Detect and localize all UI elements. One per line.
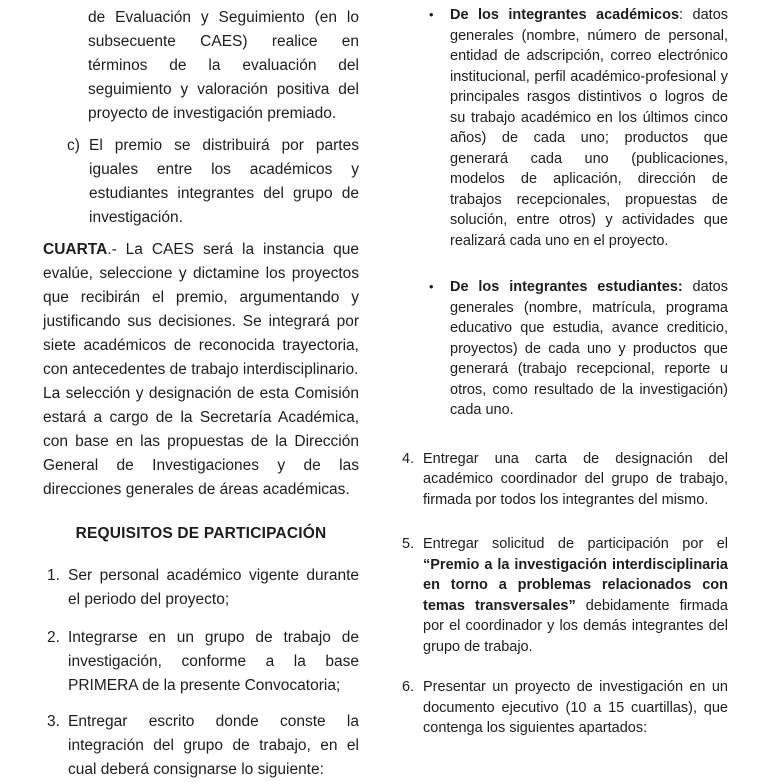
list-item-1 [43,564,359,612]
list-item-5-marker: 5. [402,536,415,552]
list-item-5-pre: Entregar solicitud de participación por el [423,536,728,552]
section-heading: REQUISITOS DE PARTICIPACIÓN [75,525,327,542]
clause-cuarta [43,238,359,382]
continued-paragraph [43,6,359,126]
list-item-1-marker: 1. [47,567,60,584]
list-item-5 [402,534,728,657]
list-item-c-marker: c) [67,137,80,154]
bullet-item-academicos-body: : datos generales (nombre, número de personal, entidad de adscripción, correo electrónico institucional, perfil académico-profesional y principales rasgos distintivos o logros de su trabajo académico en los últimos cinco años) de cada uno; productos que generará cada uno (publicaciones, modelos de aplicación, dirección de trabajos recepcionales, propuestas de solución, entre otros) y actividades que realizará cada uno en el proyecto. [450,7,729,249]
list-item-2-text: Integrarse en un grupo de trabajo de investigación, conforme a la base PRIMERA de la presente Convocatoria; [68,629,359,694]
bullet-item-estudiantes-body: datos generales (nombre, matrícula, programa educativo que estudia, avance crediticio, proyectos) de cada uno y productos que generará (trabajo recepcional, reporte u otros, como resultado de la investigación) cada uno. [450,279,728,418]
list-item-2 [43,626,359,698]
list-item-5-award-title: “Premio a la investigación interdisciplinaria en torno a problemas relacionados con temas transversales” [423,556,728,614]
list-item-1-text: Ser personal académico vigente durante el periodo del proyecto; [68,567,359,608]
bullet-item-estudiantes [429,277,728,421]
bullet-item-academicos-lead: De los integrantes académicos [450,7,680,23]
right-column [402,5,728,739]
list-item-c [43,134,359,230]
clause-cuarta-lead: CUARTA [43,241,108,258]
list-item-5-post: debidamente firmada por el coordinador y los demás integrantes del grupo de trabajo. [423,597,728,655]
bullet-icon: • [429,7,434,22]
list-item-5-text [423,534,728,657]
selection-paragraph-text: La selección y designación de esta Comisión estará a cargo de la Secretaría Académica, con base en las propuestas de la Dirección General de Investigaciones y de las direcciones generales de áreas académicas. [43,385,359,498]
list-item-6-text: Presentar un proyecto de investigación en un documento ejecutivo (10 a 15 cuartillas), que contenga los siguientes apartados: [423,679,728,736]
bullet-item-estudiantes-lead: De los integrantes estudiantes: [450,279,683,295]
list-item-c-text: El premio se distribuirá por partes iguales entre los académicos y estudiantes integrantes del grupo de investigación. [89,137,359,226]
list-item-6-marker: 6. [402,679,415,695]
list-item-3-text: Entregar escrito donde conste la integración del grupo de trabajo, en el cual deberá consignarse lo siguiente: [68,713,359,778]
continued-paragraph-text: de Evaluación y Seguimiento (en lo subsecuente CAES) realice en términos de la evaluación del seguimiento y valoración positiva del proyecto de investigación premiado. [88,9,359,122]
list-item-3-marker: 3. [47,713,60,730]
list-item-2-marker: 2. [47,629,60,646]
selection-paragraph [43,382,359,502]
list-item-3 [43,710,359,782]
bullet-item-estudiantes-text [450,277,728,421]
list-item-4-marker: 4. [402,450,415,467]
left-column [43,6,359,782]
bullet-item-academicos-text [450,5,728,251]
clause-cuarta-text: .- La CAES será la instancia que evalúe, seleccione y dictamine los proyectos que recibirán el premio, argumentando y justificando sus decisiones. Se integrará por siete académicos de reconocida trayectoria, con antecedentes de trabajo interdisciplinario. [43,241,359,378]
list-item-4-text: Entregar una carta de designación del académico coordinador del grupo de trabajo, firmada por todos los integrantes del mismo. [423,450,728,508]
bullet-item-academicos [429,5,728,251]
list-item-4 [402,449,728,511]
list-item-6 [402,677,728,739]
bullet-icon: • [429,279,434,294]
